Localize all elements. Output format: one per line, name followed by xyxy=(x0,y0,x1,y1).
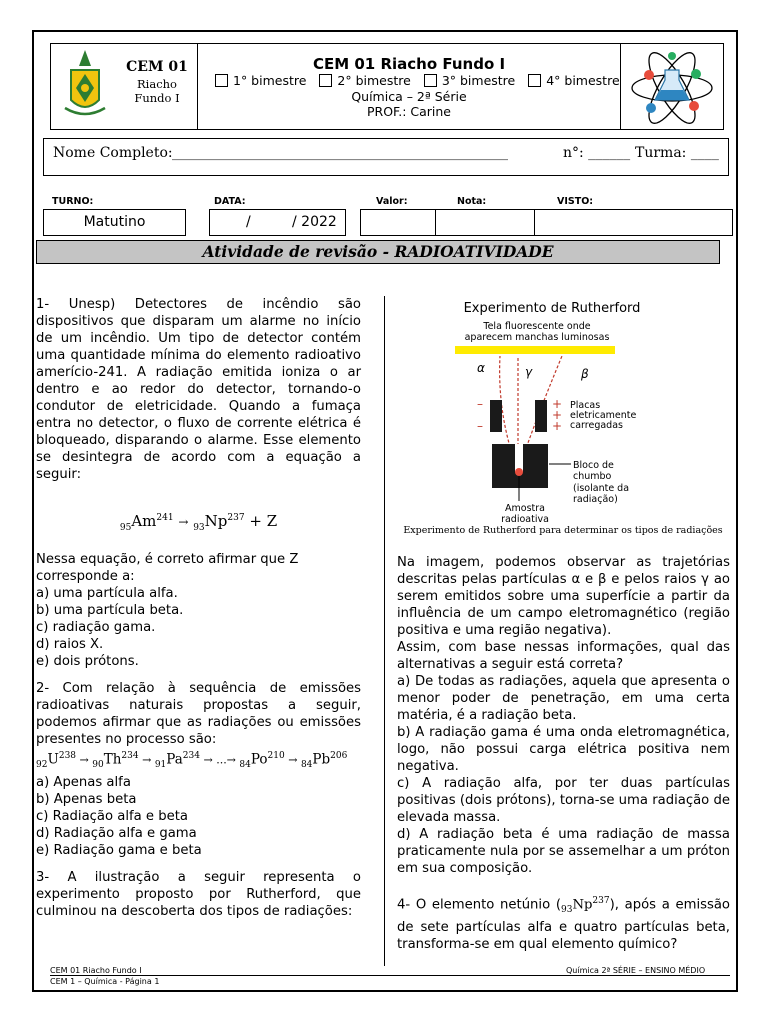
chain-atomic-number: 91 xyxy=(154,760,167,771)
left-column xyxy=(36,296,361,920)
data-label: DATA: xyxy=(214,196,246,207)
figure-screen-label: Tela fluorescente onde xyxy=(483,321,591,332)
chain-mass-number: 238 xyxy=(58,751,77,761)
logo-cell xyxy=(620,44,723,129)
chain-arrow: → xyxy=(284,753,301,767)
figure-title: Experimento de Rutherford xyxy=(463,301,641,316)
svg-text:–: – xyxy=(477,419,483,433)
subject-line: Química – 2ª Série xyxy=(351,89,467,104)
radioactive-sample xyxy=(515,468,523,476)
q2-option: c) Radiação alfa e beta xyxy=(36,809,188,825)
chain-element-symbol: U xyxy=(47,751,59,768)
fluorescent-screen xyxy=(455,346,615,354)
chain-arrow: → ...→ xyxy=(199,753,240,767)
school-subtitle xyxy=(117,77,197,105)
nota-label: Nota: xyxy=(457,196,487,207)
turno-value: Matutino xyxy=(83,214,146,230)
svg-text:+: + xyxy=(552,397,563,411)
checkbox-icon[interactable] xyxy=(319,74,332,87)
valor-field[interactable] xyxy=(360,209,436,236)
number-field[interactable]: n°: ______ xyxy=(563,145,631,161)
q4-text: 4- O elemento netúnio $(_{93}Np^{237})$, após a emissão de sete partículas alfa e quatro partículas beta, transforma-se em qual elemento químico? xyxy=(397,896,731,953)
q3-question: Assim, com base nessas informações, qual das alternativas a seguir está correta? xyxy=(397,640,730,672)
q2-decay-chain xyxy=(36,748,361,774)
atom-logo-icon xyxy=(621,44,724,129)
q1-equation: $_{95}Am^{241} \to _{93}Np^{237} + Z$ xyxy=(119,512,278,533)
block-label: radiação) xyxy=(573,494,618,505)
valor-label: Valor: xyxy=(376,196,408,207)
chain-arrow: → xyxy=(76,753,93,767)
figure-caption: Experimento de Rutherford para determinar os tipos de radiações xyxy=(403,525,723,536)
chain-atomic-number: 84 xyxy=(300,760,313,771)
svg-text:–: – xyxy=(477,397,483,411)
q1-option: e) dois prótons. xyxy=(36,654,139,669)
chain-atomic-number: 84 xyxy=(239,760,251,771)
header-title: CEM 01 Riacho Fundo I xyxy=(312,55,506,73)
column-divider xyxy=(384,296,385,966)
q2-text: 2- Com relação à sequência de emissões radioativas naturais propostas a seguir, podemos afirmar que as radiações ou emissões presentes no processo são: xyxy=(36,681,361,747)
q3-option: b) A radiação gama é uma onda eletromagnética, logo, não possui carga elétrica positiva nem negativa. xyxy=(397,725,730,774)
block-label: Bloco de xyxy=(573,460,614,471)
visto-field[interactable] xyxy=(534,209,733,236)
turno-label: TURNO: xyxy=(52,196,94,207)
chain-arrow: → xyxy=(138,753,155,767)
bimester-checkboxes xyxy=(215,73,629,88)
header-box xyxy=(50,43,724,130)
q1-option: c) radiação gama. xyxy=(36,620,156,635)
bimester-option-3[interactable]: 3° bimestre xyxy=(424,73,515,88)
q1-option: d) raios X. xyxy=(36,637,104,652)
checkbox-icon[interactable] xyxy=(215,74,228,87)
plates-label: Placas xyxy=(570,400,601,411)
name-label: Nome Completo: xyxy=(53,145,173,161)
q3-option: d) A radiação beta é uma radiação de massa praticamente nula por se assemelhar a um próton em sua composição. xyxy=(397,827,730,876)
right-column xyxy=(397,554,730,953)
date-year: / 2022 xyxy=(292,214,337,230)
chain-atomic-number: 92 xyxy=(36,760,48,771)
chain-mass-number: 234 xyxy=(121,751,139,761)
footer-rule xyxy=(50,975,730,976)
figure-screen-label: aparecem manchas luminosas xyxy=(464,332,610,343)
block-label: (isolante da xyxy=(573,483,630,494)
alpha-symbol: α xyxy=(477,361,485,375)
chain-mass-number: 210 xyxy=(267,751,285,761)
q3-text: 3- A ilustração a seguir representa o experimento proposto por Rutherford, que culminou na descoberta dos tipos de radiações: xyxy=(36,870,361,920)
activity-title: Atividade de revisão - RADIOATIVIDADE xyxy=(36,240,720,264)
plates-label: eletricamente xyxy=(570,410,637,421)
date-slash: / xyxy=(246,214,251,230)
footer-right: Química 2ª SÉRIE – ENSINO MÉDIO xyxy=(566,966,706,975)
bimester-option-4[interactable]: 4° bimestre xyxy=(528,73,619,88)
footer-left-2: CEM 1 – Química - Página 1 xyxy=(50,977,160,986)
chain-mass-number: 234 xyxy=(182,751,200,761)
block-label: chumbo xyxy=(573,471,612,482)
teacher-line: PROF.: Carine xyxy=(366,104,451,119)
q2-option: e) Radiação gama e beta xyxy=(36,843,202,859)
chain-atomic-number: 90 xyxy=(92,760,104,771)
title-cell xyxy=(198,44,620,129)
footer-left-1: CEM 01 Riacho Fundo I xyxy=(50,966,142,975)
date-field[interactable] xyxy=(209,209,346,236)
school-sub-line2: Fundo I xyxy=(134,91,180,105)
sample-label: Amostra xyxy=(505,503,545,514)
negative-plate xyxy=(490,400,502,432)
q2-option: d) Radiação alfa e gama xyxy=(36,826,197,842)
nota-field[interactable] xyxy=(435,209,535,236)
rutherford-figure xyxy=(437,296,667,524)
gamma-symbol: γ xyxy=(525,365,533,379)
visto-label: VISTO: xyxy=(557,196,594,207)
q3-observation: Na imagem, podemos observar as trajetórias descritas pelas partículas α e β e pelos raios γ ao serem emitidos sobre uma superfície a partir da influência de um campo eletromagnético (região positiva e uma região negativa). xyxy=(397,555,730,638)
school-crest-icon xyxy=(61,48,109,124)
bimester-option-2[interactable]: 2° bimestre xyxy=(319,73,410,88)
school-cell xyxy=(51,44,198,129)
class-field[interactable]: Turma: ____ xyxy=(635,145,719,161)
turno-field[interactable] xyxy=(43,209,186,236)
q1-question: Nessa equação, é correto afirmar que Z corresponde a: xyxy=(36,552,299,584)
plates-label: carregadas xyxy=(570,420,623,431)
school-sub-line1: Riacho xyxy=(137,77,177,91)
chain-element-symbol: Po xyxy=(250,751,268,768)
checkbox-icon[interactable] xyxy=(528,74,541,87)
q1-text: 1- Unesp) Detectores de incêndio são dispositivos que disparam um alarme no início de um incêndio. Um tipo de detector contém uma quantidade mínima do elemento radioativo amerício-241. A radiação emitida ioniza o ar dentro e ao redor do detector, tornando-o condutor de eletricidade. Quando a fumaça entra no detector, o fluxo de corrente elétrica é bloqueado, disparando o alarme. Esse elemento se desintegra de acordo com a equação a seguir: xyxy=(36,297,361,482)
q3-option: c) A radiação alfa, por ter duas partículas positivas (dois prótons), torna-se uma radiação de elevada massa. xyxy=(397,776,730,825)
student-info-box xyxy=(43,138,729,176)
chain-element-symbol: Th xyxy=(103,751,122,768)
chain-element-symbol: Pa xyxy=(166,751,183,768)
q2-option: a) Apenas alfa xyxy=(36,775,131,791)
beta-symbol: β xyxy=(581,367,589,381)
q1-option: b) uma partícula beta. xyxy=(36,603,184,618)
positive-plate xyxy=(535,400,547,432)
chain-element-symbol: Pb xyxy=(312,751,331,768)
sample-label: radioativa xyxy=(501,514,549,524)
q1-option: a) uma partícula alfa. xyxy=(36,586,178,601)
svg-text:+: + xyxy=(552,408,563,422)
svg-text:+: + xyxy=(552,419,563,433)
name-field[interactable]: ________________________________________________ xyxy=(172,145,508,161)
q2-option: b) Apenas beta xyxy=(36,792,137,808)
q3-option: a) De todas as radiações, aquela que apresenta o menor poder de penetração, em uma certa matéria, é a radiação beta. xyxy=(397,674,730,723)
school-short-name: CEM 01 xyxy=(126,59,188,75)
chain-mass-number: 206 xyxy=(330,751,348,761)
bimester-option-1[interactable]: 1° bimestre xyxy=(215,73,306,88)
checkbox-icon[interactable] xyxy=(424,74,437,87)
